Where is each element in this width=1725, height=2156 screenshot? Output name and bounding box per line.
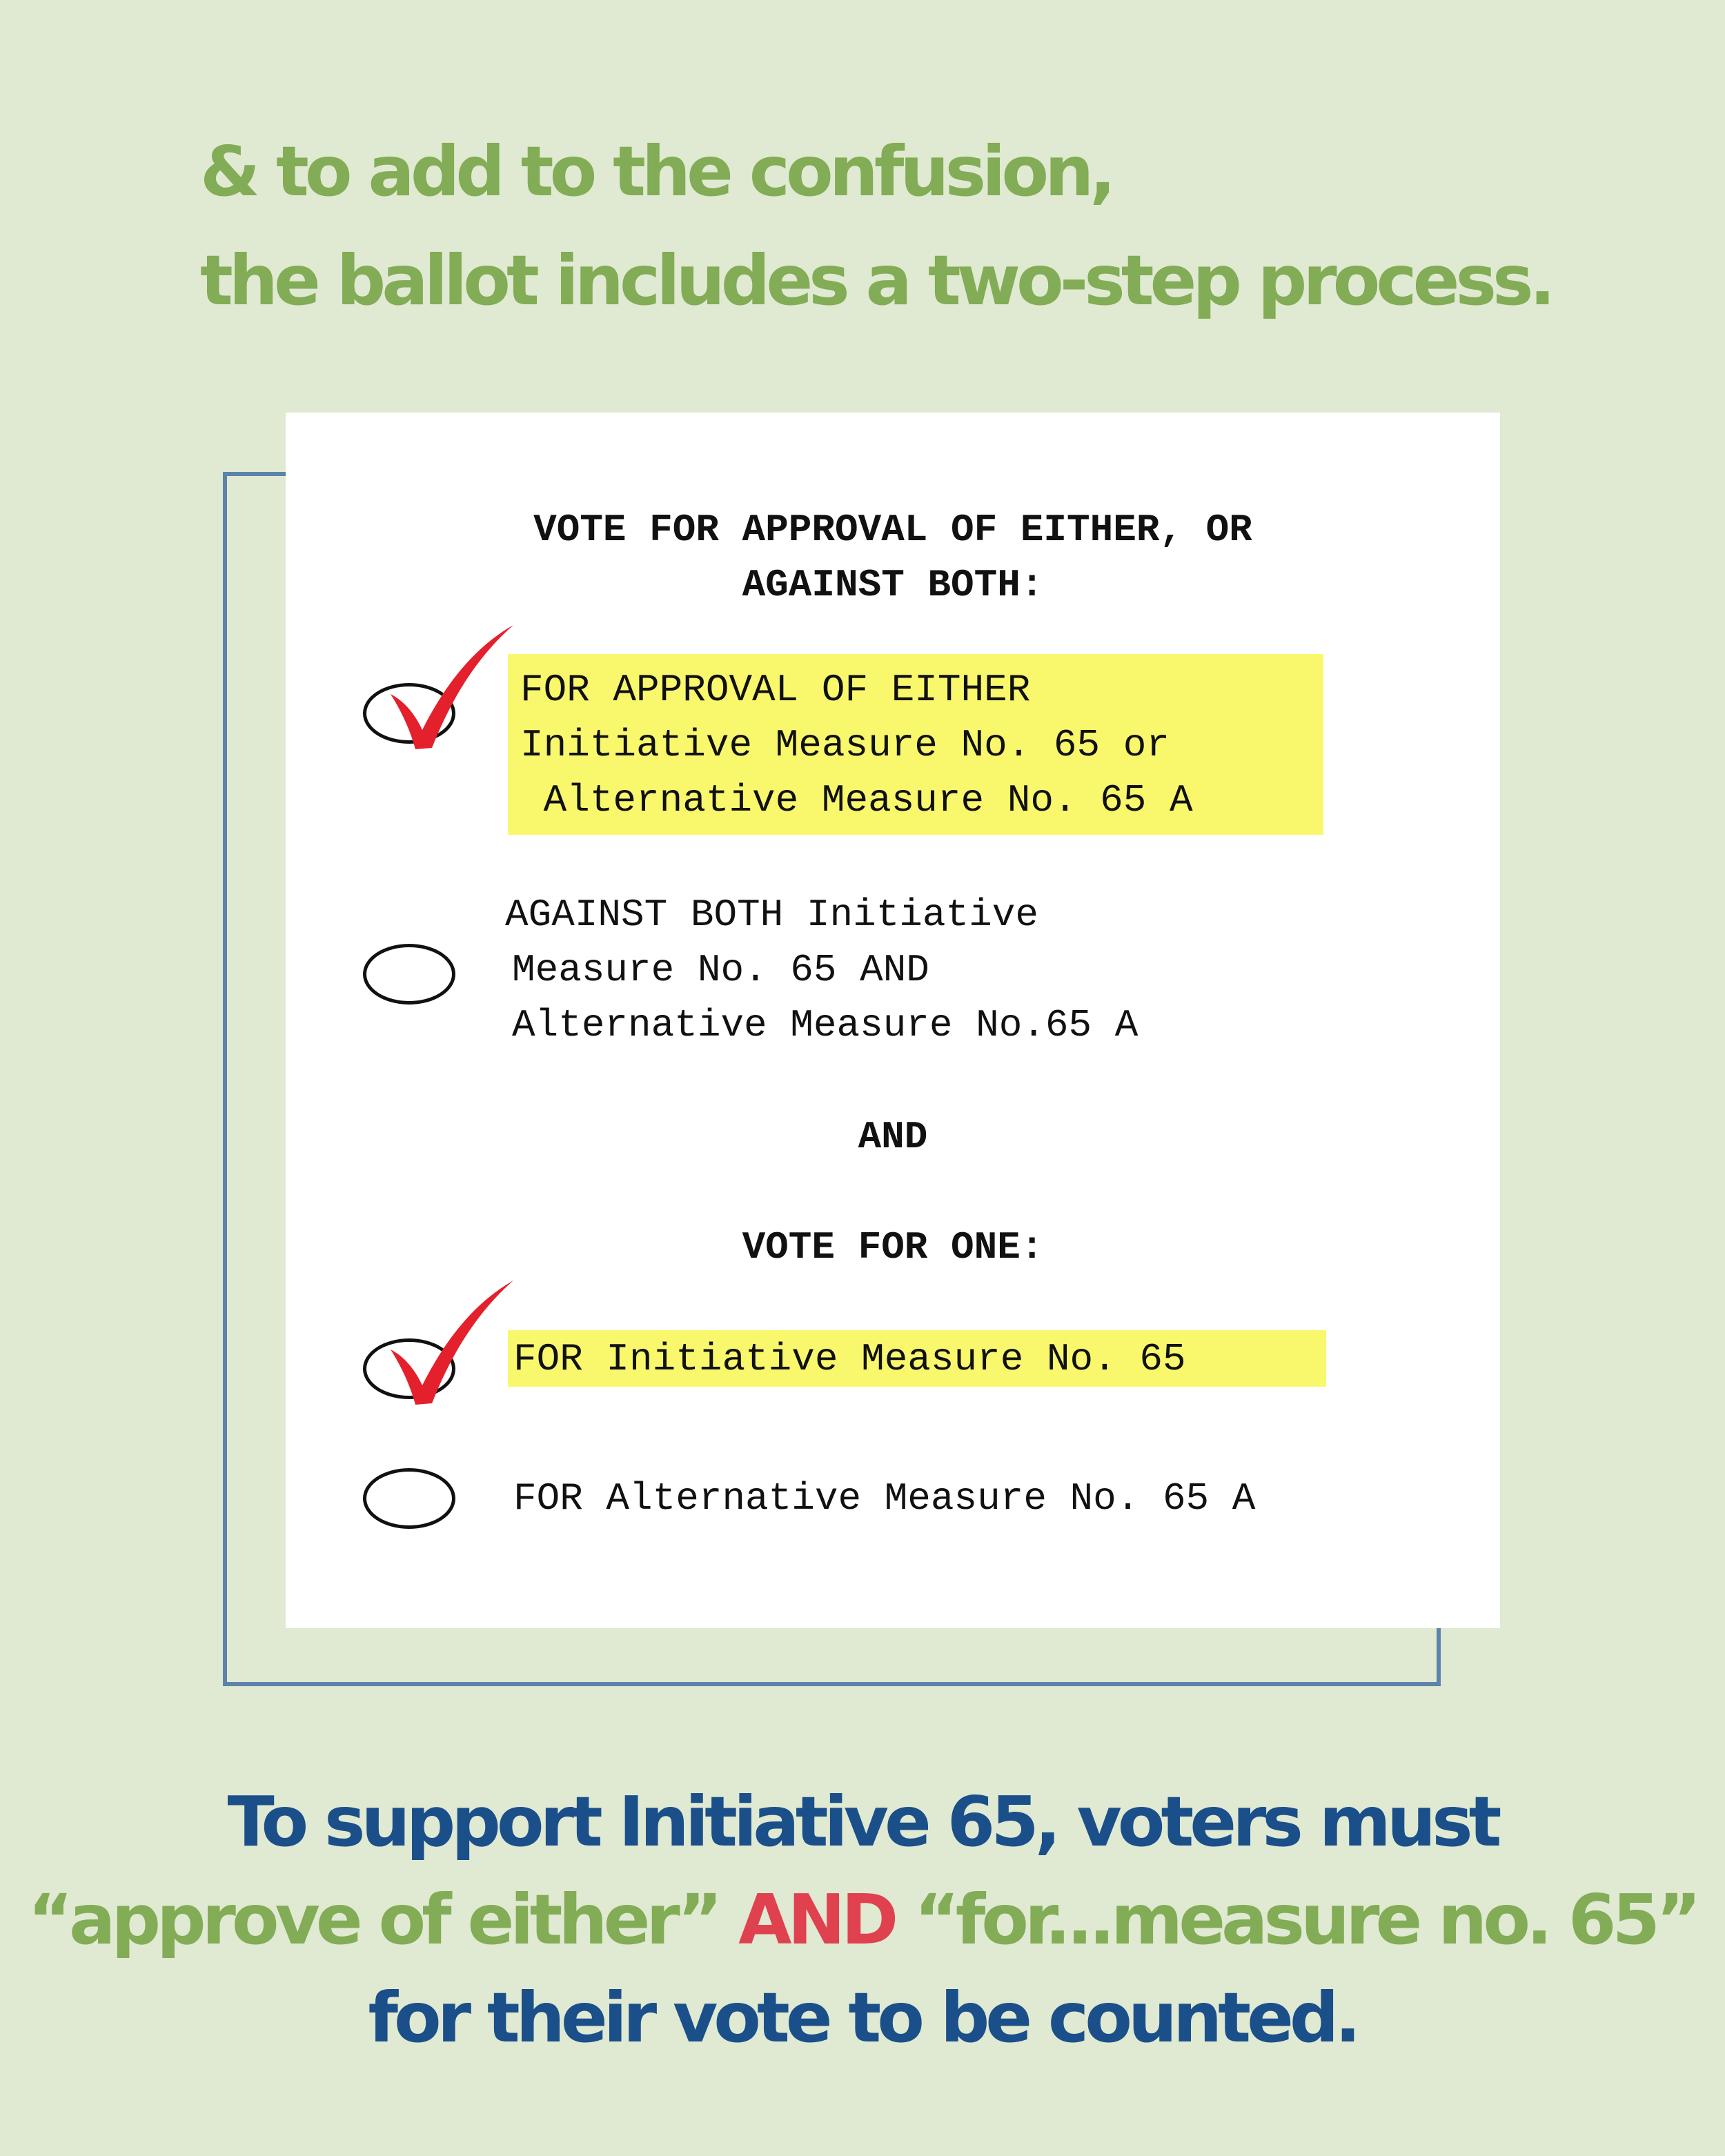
option4-bubble[interactable] — [363, 1468, 455, 1529]
footer-quote-measure: “for...measure no. 65” — [914, 1879, 1697, 1960]
headline-line-1: & to add to the confusion, — [200, 131, 1112, 212]
section2-heading: VOTE FOR ONE: — [742, 1225, 1044, 1269]
option2-line-3: Alternative Measure No.65 A — [512, 1003, 1138, 1047]
footer-and: AND — [738, 1879, 895, 1960]
option2-line-2: Measure No. 65 AND — [512, 948, 929, 992]
checkmark-icon — [375, 620, 520, 751]
connector-and: AND — [858, 1115, 928, 1159]
option4-label: FOR Alternative Measure No. 65 A — [513, 1476, 1256, 1521]
headline — [200, 117, 1551, 335]
footer-line-2 — [0, 1879, 1725, 1960]
section1-heading-line-2: AGAINST BOTH: — [742, 563, 1044, 607]
option1-line-1: FOR APPROVAL OF EITHER — [520, 668, 1031, 712]
section1-heading-line-1: VOTE FOR APPROVAL OF EITHER, OR — [533, 508, 1252, 552]
option2-line-1: AGAINST BOTH Initiative — [505, 893, 1038, 937]
option3-label: FOR Initiative Measure No. 65 — [513, 1337, 1186, 1381]
checkmark-icon — [375, 1275, 520, 1406]
option1-line-3: Alternative Measure No. 65 A — [520, 778, 1193, 822]
option1-line-2: Initiative Measure No. 65 or — [520, 723, 1170, 767]
footer-line-1: To support Initiative 65, voters must — [227, 1781, 1498, 1862]
headline-line-2: the ballot includes a two-step process. — [200, 240, 1552, 321]
ballot-card — [286, 413, 1500, 1628]
option2-bubble[interactable] — [363, 944, 455, 1005]
footer-line-3: for their vote to be counted. — [368, 1977, 1357, 2058]
footer-quote-approve: “approve of either” — [28, 1879, 719, 1960]
